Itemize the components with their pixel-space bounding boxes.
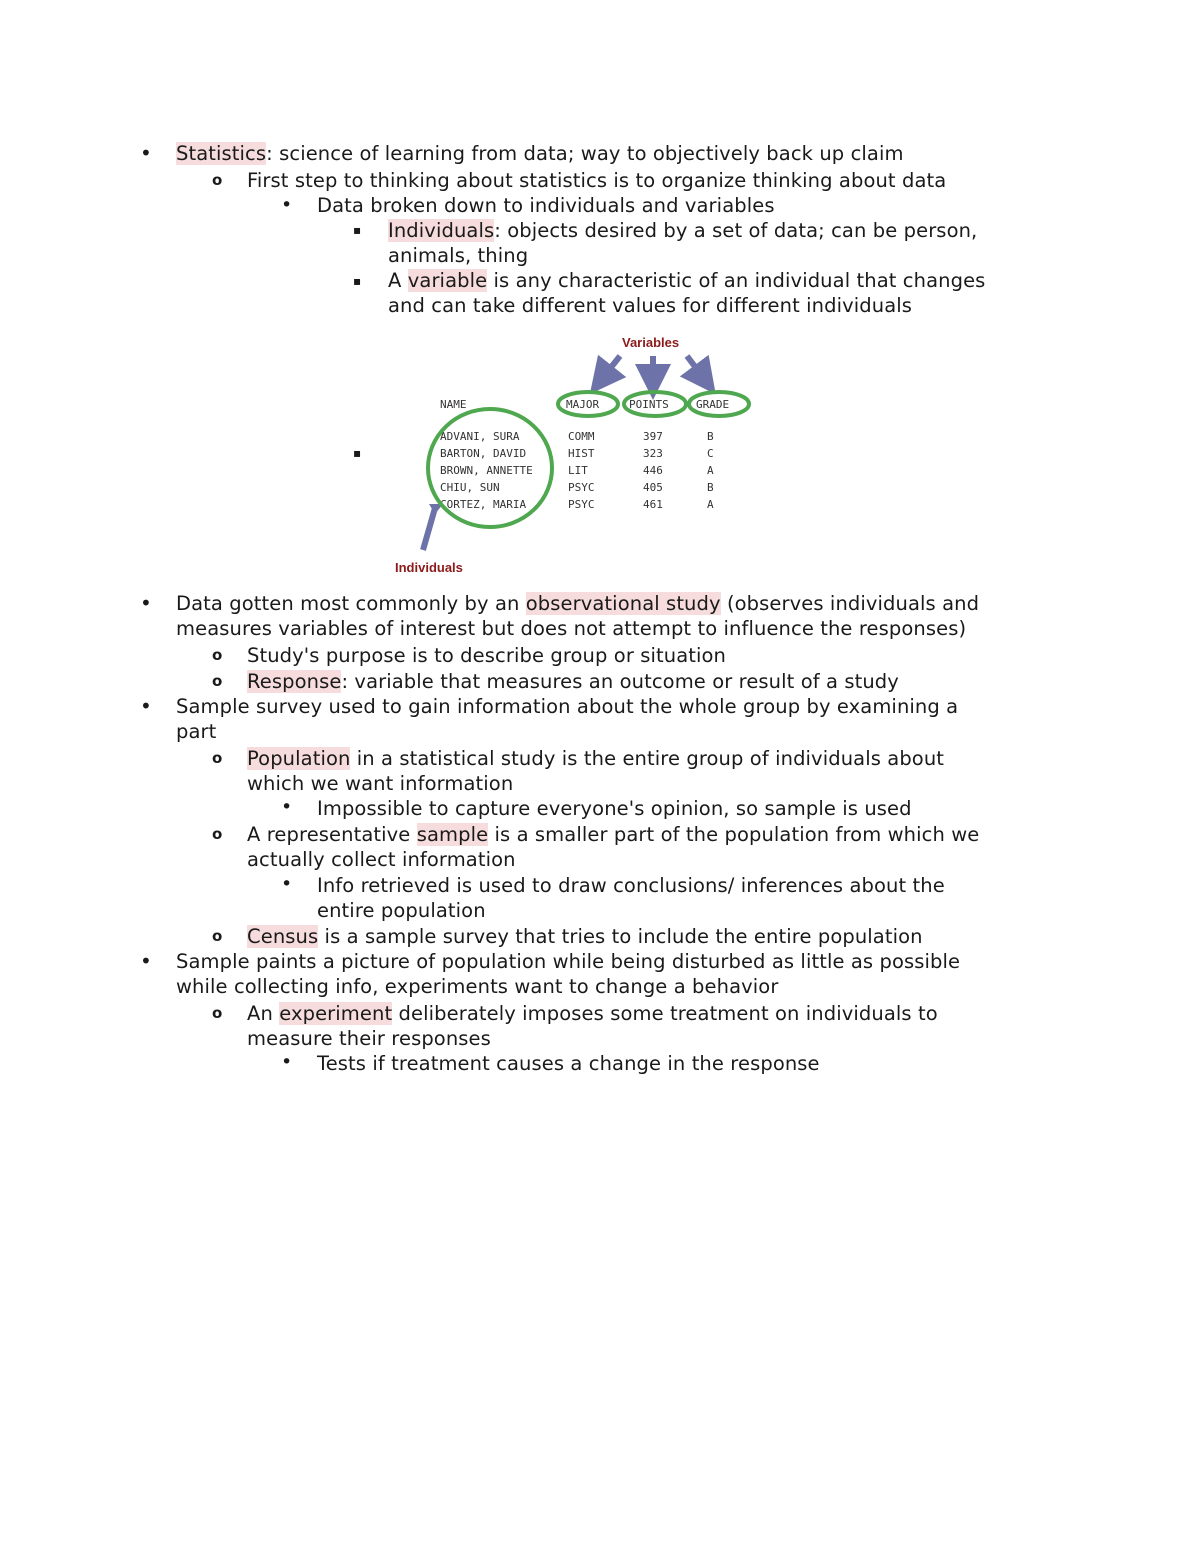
list-item [247,1026,491,1051]
highlighted-term: experiment [279,1002,393,1025]
text-run: Sample survey used to gain information about the whole group by examining a [176,695,959,718]
row-grade: B [707,481,714,494]
list-item [176,141,904,166]
highlighted-term: Response [247,670,342,693]
list-item [247,771,513,796]
list-item [176,591,979,616]
text-run: Tests if treatment causes a change in the response [317,1052,820,1075]
row-points: 446 [643,464,663,477]
text-run: is a smaller part of the population from which we [488,823,980,846]
list-item [247,746,944,771]
individuals-label: Individuals [395,560,463,575]
highlighted-term: Population [247,747,351,770]
bullet-disc-icon: • [281,194,293,216]
row-points: 405 [643,481,663,494]
data-table [440,430,714,511]
text-run: First step to thinking about statistics is to organize thinking about data [247,169,947,192]
text-run: measure their responses [247,1027,491,1050]
list-item [247,822,979,847]
row-name: BROWN, ANNETTE [440,464,533,477]
text-run: An [247,1002,280,1025]
header-grade: GRADE [696,398,730,411]
list-item [388,268,985,293]
text-run: : science of learning from data; way to objectively back up claim [266,142,904,165]
variables-individuals-figure [385,328,775,580]
header-name: NAME [440,398,467,411]
text-run: actually collect information [247,848,516,871]
arrow-icon [687,356,705,380]
text-run: entire population [317,899,486,922]
header-points: POINTS [629,398,669,411]
text-run: Impossible to capture everyone's opinion, so sample is used [317,797,912,820]
list-item [176,616,966,641]
list-item [176,949,960,974]
row-grade: B [707,430,714,443]
text-run: in a statistical study is the entire group of individuals about [350,747,945,770]
text-run: A representative [247,823,417,846]
text-run: : variable that measures an outcome or result of a study [341,670,899,693]
list-item [317,193,775,218]
text-run: is a sample survey that tries to include the entire population [318,925,923,948]
bullet-disc-icon: • [140,694,152,718]
row-name: CORTEZ, MARIA [440,498,527,511]
list-item [317,873,945,898]
list-item [176,974,778,999]
row-points: 323 [643,447,663,460]
bullet-disc-icon: • [281,796,293,818]
text-run: A [388,269,408,292]
list-item [176,719,216,744]
text-run: (observes individuals and [720,592,980,615]
bullet-circle-icon: o [212,1004,223,1022]
text-run: Info retrieved is used to draw conclusions/ inferences about the [317,874,945,897]
highlighted-term: variable [407,269,488,292]
text-run: is any characteristic of an individual that changes [487,269,986,292]
bullet-circle-icon: o [212,825,223,843]
bullet-disc-icon: • [140,591,152,615]
list-item [247,847,516,872]
row-name: ADVANI, SURA [440,430,520,443]
list-item [176,694,958,719]
highlighted-term: observational study [525,592,721,615]
row-points: 461 [643,498,663,511]
row-major: LIT [568,464,588,477]
list-item [388,243,528,268]
row-name: CHIU, SUN [440,481,500,494]
bullet-circle-icon: o [212,646,223,664]
bullet-circle-icon: o [212,171,223,189]
row-grade: A [707,498,714,511]
bullet-circle-icon: o [212,749,223,767]
row-name: BARTON, DAVID [440,447,527,460]
text-run: Data broken down to individuals and variables [317,194,775,217]
row-major: HIST [568,447,595,460]
highlighted-term: Statistics [176,142,267,165]
bullet-disc-icon: • [281,1051,293,1073]
row-grade: C [707,447,714,460]
row-points: 397 [643,430,663,443]
text-run: while collecting info, experiments want to change a behavior [176,975,779,998]
highlighted-term: Census [247,925,319,948]
list-item [247,669,899,694]
list-item [388,293,912,318]
arrow-icon [601,356,620,380]
list-item [247,168,946,193]
highlighted-term: Individuals [388,219,495,242]
text-run: which we want information [247,772,514,795]
text-run: : objects desired by a set of data; can be person, [494,219,978,242]
figure-diagram [385,328,775,580]
bullet-square-icon: ▪ [353,446,362,460]
bullet-square-icon: ▪ [353,274,362,288]
row-major: PSYC [568,498,595,511]
row-major: COMM [568,430,595,443]
bullet-disc-icon: • [281,873,293,895]
text-run: animals, thing [388,244,529,267]
row-grade: A [707,464,714,477]
bullet-square-icon: ▪ [353,223,362,237]
text-run: measures variables of interest but does not attempt to influence the responses) [176,617,967,640]
text-run: Study's purpose is to describe group or situation [247,644,727,667]
list-item [317,796,912,821]
variables-label: Variables [622,335,680,350]
row-major: PSYC [568,481,595,494]
text-run: Sample paints a picture of population while being disturbed as little as possible [176,950,961,973]
bullet-circle-icon: o [212,927,223,945]
list-item [247,1001,938,1026]
text-run: and can take different values for different individuals [388,294,913,317]
list-item [247,924,923,949]
highlighted-term: sample [416,823,489,846]
bullet-disc-icon: • [140,949,152,973]
list-item [317,898,486,923]
text-run: part [176,720,217,743]
list-item [317,1051,820,1076]
bullet-circle-icon: o [212,672,223,690]
bullet-disc-icon: • [140,141,152,165]
text-run: deliberately imposes some treatment on individuals to [392,1002,938,1025]
header-major: MAJOR [566,398,600,411]
text-run: Data gotten most commonly by an [176,592,526,615]
list-item [247,643,726,668]
arrow-icon [423,508,435,550]
list-item [388,218,977,243]
